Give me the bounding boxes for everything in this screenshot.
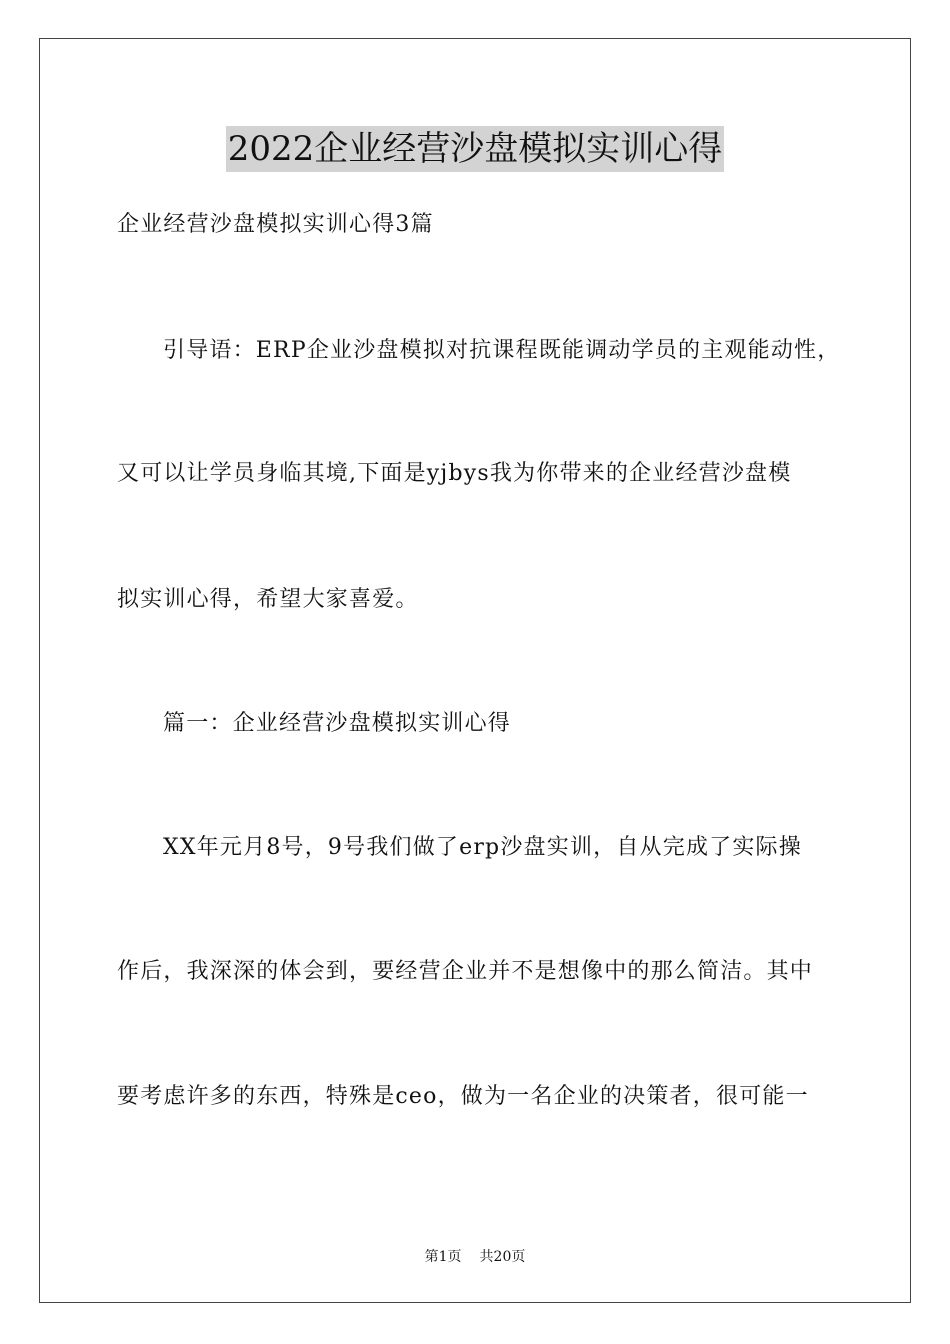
body-line: 又可以让学员身临其境,下面是yjbys我为你带来的企业经营沙盘模 [117,461,792,486]
title-container [0,126,950,172]
subtitle-line: 企业经营沙盘模拟实训心得3篇 [117,212,434,237]
body-line: 作后，我深深的体会到，要经营企业并不是想像中的那么简洁。其中 [117,959,814,984]
body-line: 要考虑许多的东西，特殊是ceo，做为一名企业的决策者，很可能一 [117,1084,809,1109]
document-title: 2022企业经营沙盘模拟实训心得 [226,126,725,172]
page-total: 共20页 [479,1249,526,1265]
body-line: XX年元月8号，9号我们做了erp沙盘实训，自从完成了实际操 [163,835,802,860]
body-line: 拟实训心得，希望大家喜爱。 [117,587,419,612]
page-footer [0,1248,950,1266]
section-heading: 篇一：企业经营沙盘模拟实训心得 [163,711,512,736]
body-line: 引导语：ERP企业沙盘模拟对抗课程既能调动学员的主观能动性， [163,338,841,363]
page-number: 第1页 [424,1249,462,1265]
